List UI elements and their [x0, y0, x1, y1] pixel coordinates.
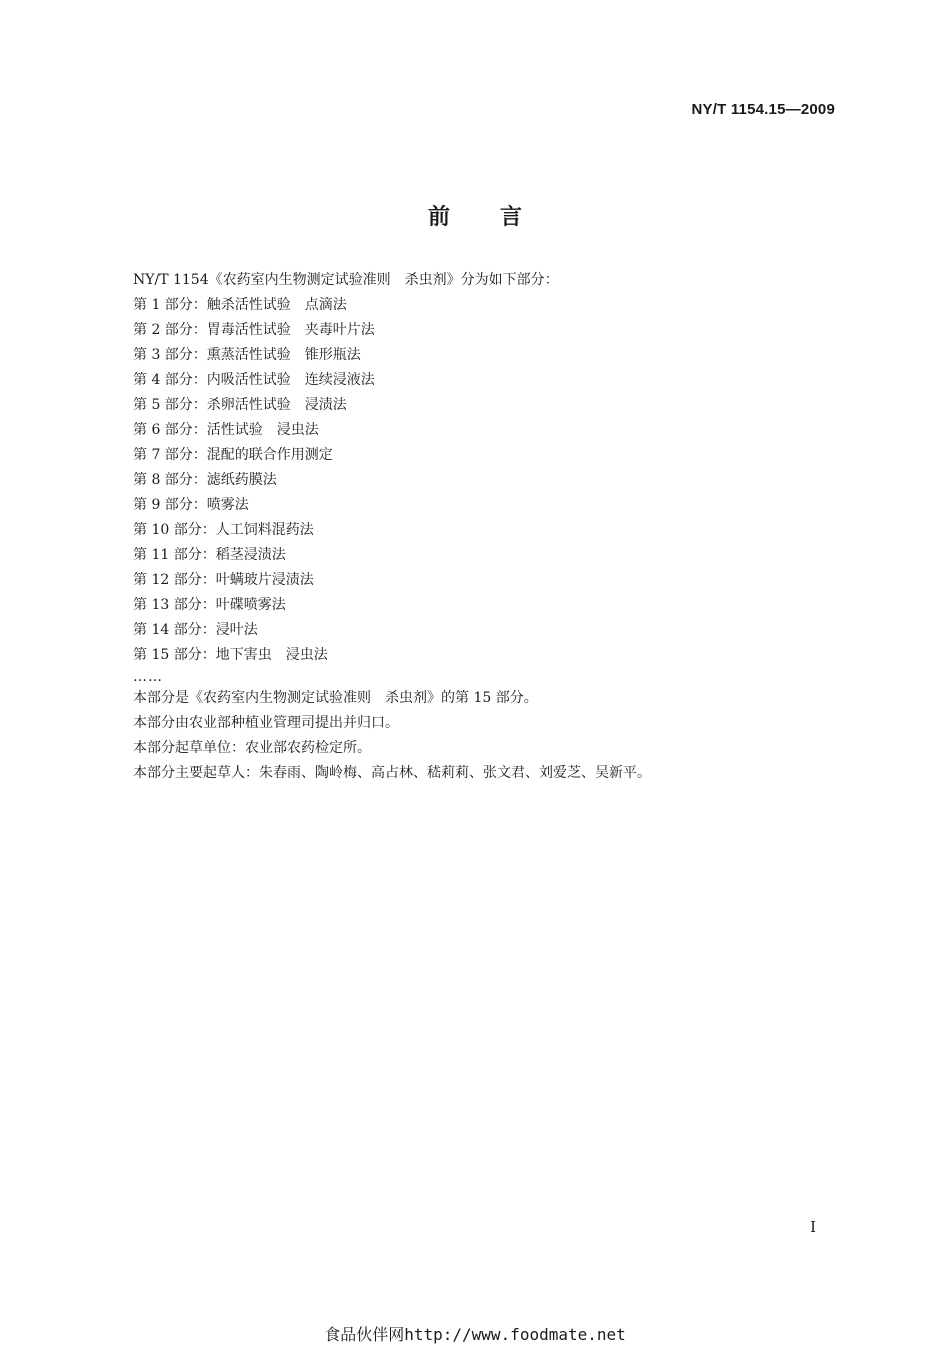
part-item: 第 5 部分：杀卵活性试验 浸渍法: [133, 397, 347, 413]
parts-list: [133, 293, 833, 668]
document-body: [133, 268, 833, 786]
part-item: 第 4 部分：内吸活性试验 连续浸液法: [133, 372, 375, 388]
watermark-site-name: 食品伙伴网: [324, 1325, 405, 1344]
standard-code: NY/T 1154.15—2009: [691, 101, 835, 118]
page-title: 前言: [427, 205, 572, 230]
part-item: 第 14 部分：浸叶法: [133, 622, 258, 638]
part-item: 第 12 部分：叶螨玻片浸渍法: [133, 572, 314, 588]
part-item: 第 10 部分：人工饲料混药法: [133, 522, 314, 538]
part-item: 第 2 部分：胃毒活性试验 夹毒叶片法: [133, 322, 375, 338]
note-item: 本部分是《农药室内生物测定试验准则 杀虫剂》的第 15 部分。: [133, 690, 538, 706]
note-item: 本部分由农业部种植业管理司提出并归口。: [133, 715, 399, 731]
part-item: 第 8 部分：滤纸药膜法: [133, 472, 277, 488]
part-item: 第 9 部分：喷雾法: [133, 497, 249, 513]
part-item: 第 15 部分：地下害虫 浸虫法: [133, 647, 328, 663]
notes-list: [133, 686, 833, 786]
part-item: 第 7 部分：混配的联合作用测定: [133, 447, 333, 463]
part-item: 第 13 部分：叶碟喷雾法: [133, 597, 286, 613]
part-item: 第 3 部分：熏蒸活性试验 锥形瓶法: [133, 347, 361, 363]
note-item: 本部分起草单位：农业部农药检定所。: [133, 740, 371, 756]
page-number: I: [810, 1218, 816, 1236]
part-item: 第 6 部分：活性试验 浸虫法: [133, 422, 319, 438]
note-item: 本部分主要起草人：朱春雨、陶岭梅、高占林、嵇莉莉、张文君、刘爱芝、吴新平。: [133, 765, 651, 781]
ellipsis: ……: [133, 669, 163, 685]
watermark: [0, 1322, 950, 1345]
watermark-url[interactable]: http://www.foodmate.net: [404, 1325, 626, 1344]
part-item: 第 11 部分：稻茎浸渍法: [133, 547, 286, 563]
intro-text: NY/T 1154《农药室内生物测定试验准则 杀虫剂》分为如下部分：: [133, 272, 559, 288]
part-item: 第 1 部分：触杀活性试验 点滴法: [133, 297, 347, 313]
